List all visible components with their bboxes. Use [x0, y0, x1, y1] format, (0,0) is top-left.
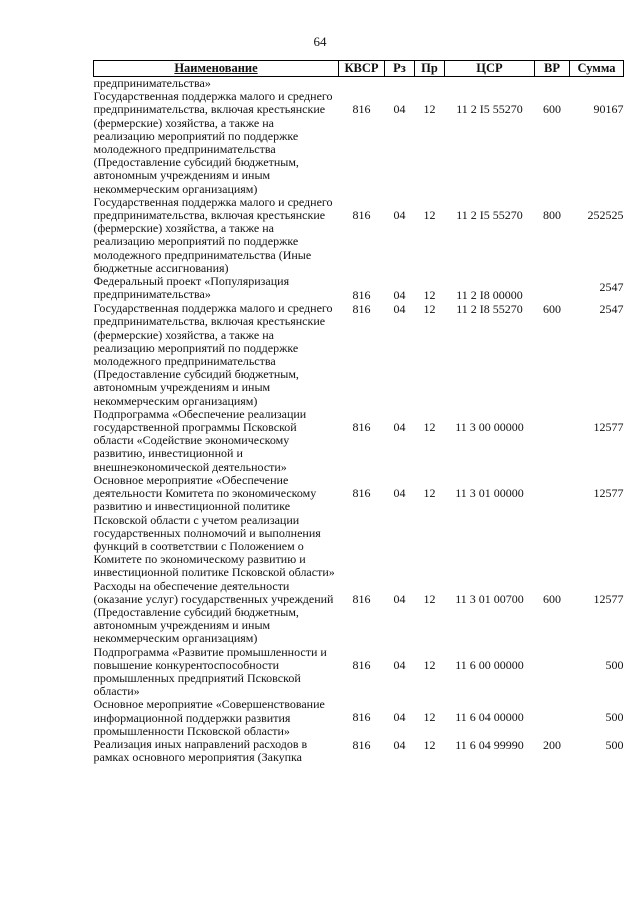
row-kvsr: 816	[352, 102, 371, 117]
page-number: 64	[313, 34, 327, 49]
row-pr: 12	[423, 302, 436, 317]
row-csr: 11 3 00 00000	[455, 419, 524, 434]
table-row	[94, 580, 624, 646]
row-vr	[535, 698, 570, 738]
table-row	[94, 302, 624, 408]
row-kvsr	[339, 77, 385, 91]
row-sum: 500	[605, 710, 624, 725]
row-sum: 12577	[593, 485, 624, 500]
table-row	[94, 408, 624, 474]
row-rz: 04	[393, 419, 406, 434]
row-kvsr: 816	[352, 485, 371, 500]
row-name: Государственная поддержка малого и среднего предпринимательства, включая крестьянские (фермерские) хозяйства, а также на реализацию мероприятий по поддержке молодежного предпринимательства (Предоставление субсидий бюджетным, автономным учреждениям и иным некоммерческим организациям)	[93, 301, 333, 408]
row-csr: 11 6 04 99990	[455, 737, 524, 752]
row-csr: 11 2 I8 55270	[456, 302, 523, 317]
row-name: Основное мероприятие «Обеспечение деятельности Комитета по экономическому развитию и инвестиционной политике Псковской области с учетом реализации государственных полномочий и выполнения функций в соответствии с Положением о Комитете по экономическому развитию и инвестиционной политике Псковской области»	[93, 472, 335, 580]
row-kvsr: 816	[352, 207, 371, 222]
row-vr: 800	[543, 207, 561, 222]
row-csr: 11 2 I5 55270	[456, 102, 523, 117]
budget-table	[93, 60, 624, 764]
row-rz: 04	[393, 485, 406, 500]
row-pr: 12	[423, 485, 436, 500]
row-sum: 12577	[593, 419, 624, 434]
header-sum: Сумма	[570, 61, 624, 77]
row-kvsr: 816	[352, 288, 371, 303]
row-vr: 600	[543, 302, 561, 317]
row-rz: 04	[393, 207, 406, 222]
row-name: Реализация иных направлений расходов в рамках основного мероприятия (Закупка	[93, 736, 308, 765]
row-pr	[415, 77, 445, 91]
row-pr: 12	[423, 207, 436, 222]
row-vr: 200	[543, 737, 561, 752]
row-kvsr: 816	[352, 737, 371, 752]
table-row	[94, 698, 624, 738]
table-row	[94, 474, 624, 580]
row-csr: 11 2 I8 00000	[456, 288, 523, 303]
row-sum	[570, 77, 624, 91]
header-csr: ЦСР	[445, 61, 535, 77]
row-csr: 11 2 I5 55270	[456, 207, 523, 222]
row-csr: 11 6 00 00000	[455, 657, 524, 672]
row-rz: 04	[393, 102, 406, 117]
row-pr: 12	[423, 710, 436, 725]
row-name: Подпрограмма «Развитие промышленности и повышение конкурентоспособности промышленных предприятий Псковской области»	[93, 644, 327, 699]
header-kvsr: КВСР	[339, 61, 385, 77]
row-sum: 2547	[599, 280, 624, 295]
row-name: Государственная поддержка малого и среднего предпринимательства, включая крестьянские (фермерские) хозяйства, а также на реализацию мероприятий по поддержке молодежного предпринимательства (Иные бюджетные ассигнования)	[93, 194, 333, 275]
row-sum: 12577	[593, 591, 624, 606]
row-rz: 04	[393, 737, 406, 752]
row-rz: 04	[393, 710, 406, 725]
row-name: Основное мероприятие «Совершенствование информационной поддержки развития промышленности Псковской области»	[93, 697, 325, 738]
row-kvsr: 816	[352, 657, 371, 672]
row-rz: 04	[393, 302, 406, 317]
row-sum: 500	[605, 737, 624, 752]
table-row	[94, 646, 624, 699]
row-pr: 12	[423, 591, 436, 606]
table-row	[94, 275, 624, 302]
row-csr: 11 3 01 00000	[455, 485, 524, 500]
row-rz: 04	[393, 591, 406, 606]
row-rz	[385, 77, 415, 91]
table-row	[94, 738, 624, 764]
row-name: Государственная поддержка малого и среднего предпринимательства, включая крестьянские (фермерские) хозяйства, а также на реализацию мероприятий по поддержке молодежного предпринимательства (Предоставление субсидий бюджетным, автономным учреждениям и иным некоммерческим организациям)	[93, 89, 333, 196]
table-row	[94, 196, 624, 275]
row-vr: 600	[543, 102, 561, 117]
header-rz: Рз	[385, 61, 415, 77]
row-name: Федеральный проект «Популяризация предпринимательства»	[93, 274, 290, 302]
row-pr: 12	[423, 288, 436, 303]
row-vr	[535, 646, 570, 699]
row-vr	[535, 474, 570, 580]
row-csr: 11 6 04 00000	[455, 710, 524, 725]
row-rz: 04	[393, 657, 406, 672]
row-sum: 2547	[599, 302, 624, 317]
row-sum: 252525	[587, 207, 624, 222]
row-kvsr: 816	[352, 591, 371, 606]
header-pr: Пр	[415, 61, 445, 77]
row-rz: 04	[393, 288, 406, 303]
row-vr	[535, 408, 570, 474]
row-vr	[535, 275, 570, 302]
row-vr	[535, 77, 570, 91]
row-sum: 500	[605, 657, 624, 672]
table-row	[94, 77, 624, 91]
row-name: Расходы на обеспечение деятельности (оказание услуг) государственных учреждений (Предоставление субсидий бюджетным, автономным учреждениям и иным некоммерческим организациям)	[93, 578, 334, 646]
table-header-row	[94, 61, 624, 77]
row-pr: 12	[423, 657, 436, 672]
row-pr: 12	[423, 737, 436, 752]
row-name: Подпрограмма «Обеспечение реализации государственной программы Псковской области «Содействие экономическому развитию, инвестиционной и внешнеэкономической деятельности»	[93, 406, 307, 474]
header-name: Наименование	[94, 61, 339, 77]
row-name: предпринимательства»	[93, 76, 211, 90]
row-pr: 12	[423, 102, 436, 117]
row-kvsr: 816	[352, 710, 371, 725]
row-sum: 90167	[593, 102, 624, 117]
table-row	[94, 90, 624, 196]
row-csr	[445, 77, 535, 91]
row-kvsr: 816	[352, 419, 371, 434]
header-vr: ВР	[535, 61, 570, 77]
row-vr: 600	[543, 591, 561, 606]
row-kvsr: 816	[352, 302, 371, 317]
row-csr: 11 3 01 00700	[455, 591, 524, 606]
row-pr: 12	[423, 419, 436, 434]
